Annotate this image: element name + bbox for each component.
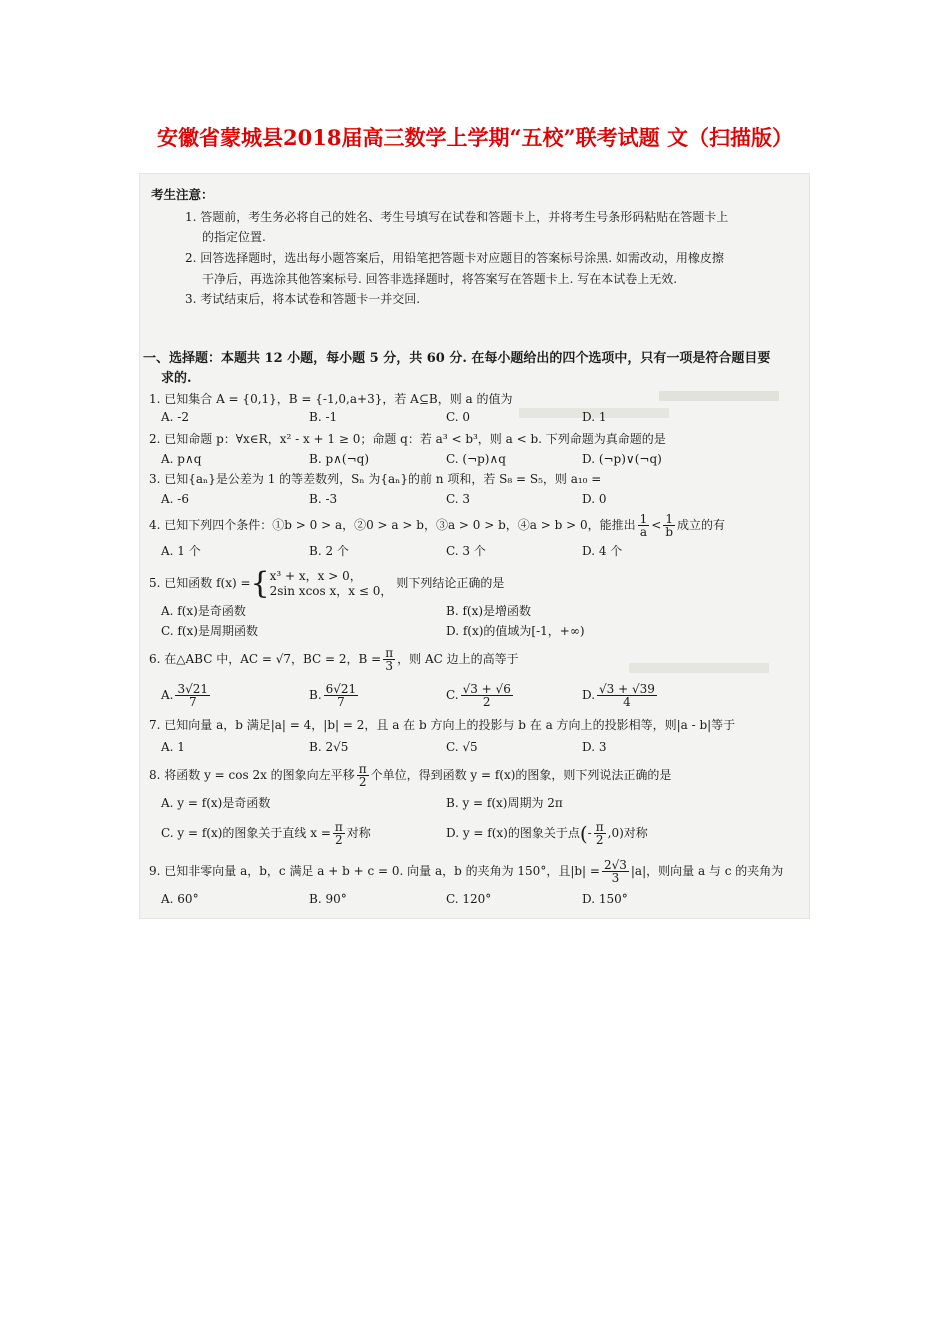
question-9-option-c: C. 120° [446,892,492,906]
question-8-option-b: B. y = f(x)周期为 2π [446,796,563,810]
question-4-option-b: B. 2 个 [309,544,349,558]
fraction-pi-over-3: $\frac{\pi}{3}$ [385,646,394,673]
section-1-heading-line-1: 一、选择题：本题共 12 小题，每小题 5 分，共 60 分. 在每小题给出的四个选项中，只有一项是符合题目要 [143,351,771,366]
question-7-option-a: A. 1 [161,740,185,754]
notice-item-3: 3. 考试结束后，将本试卷和答题卡一并交回. [185,292,421,306]
question-8-stem-end: 个单位，得到函数 y = f(x)的图象，则下列说法正确的是 [370,768,672,782]
scanned-exam-page [139,173,810,919]
question-4-stem [149,511,725,539]
question-6-option-a: A. $\frac{3√21}{7}$ [161,682,209,709]
bleed-through-mark [629,663,769,673]
fraction-1-over-a: $\frac{1}{a}$ [639,512,648,539]
question-7-option-d: D. 3 [582,740,607,754]
fraction-1-over-b: $\frac{1}{b}$ [665,512,674,539]
question-9-stem [149,857,783,885]
question-3-option-b: B. -3 [309,492,338,506]
less-than-sign: < [651,518,662,532]
question-4-stem-text: 4. 已知下列四个条件：①b > 0 > a，②0 > a > b，③a > 0 > b，④a > b > 0，能推出 [149,518,636,532]
question-4-stem-end: 成立的有 [677,518,726,532]
section-1-heading-line-2: 求的. [161,371,192,386]
question-8-option-c: C. y = f(x)的图象关于直线 x = $\frac{\pi}{2}$ 对称 [161,820,371,847]
question-3-option-c: C. 3 [446,492,471,506]
question-2-option-d: D. (¬p)∨(¬q) [582,452,662,466]
question-6-option-d: D. $\frac{√3 + √39}{4}$ [582,682,655,709]
notice-item-1-line-2: 的指定位置. [202,230,266,244]
question-9-stem-text: 9. 已知非零向量 a，b，c 满足 a + b + c = 0. 向量 a，b 的夹角为 150°，且|b| = [149,864,600,878]
bleed-through-mark [659,391,779,401]
question-8-option-d: D. y = f(x)的图象关于点(- $\frac{\pi}{2}$ ,0)对称 [446,820,648,847]
notice-item-2-line-2: 干净后，再选涂其他答案标号. 回答非选择题时，将答案写在答题卡上. 写在本试卷上无效. [202,272,678,286]
question-5-stem-end: 则下列结论正确的是 [396,576,505,590]
question-1-option-c: C. 0 [446,410,471,424]
notice-item-2-line-1: 2. 回答选择题时，选出每小题答案后，用铅笔把答题卡对应题目的答案标号涂黑. 如需改动，用橡皮擦 [185,251,724,265]
question-3-option-d: D. 0 [582,492,607,506]
question-9-stem-end: |a|，则向量 a 与 c 的夹角为 [630,864,784,878]
piecewise-brace: { [250,565,270,601]
question-8-stem [149,761,671,789]
notice-heading: 考生注意： [151,187,214,202]
question-1-stem: 1. 已知集合 A = {0,1}，B = {-1,0,a+3}，若 A⊆B，则 a 的值为 [149,392,513,406]
question-5-stem-text: 5. 已知函数 f(x) = [149,576,251,590]
question-5-option-d: D. f(x)的值域为[-1，+∞) [446,624,585,638]
question-7-option-c: C. √5 [446,740,478,754]
question-2-option-b: B. p∧(¬q) [309,452,370,466]
question-9-option-d: D. 150° [582,892,628,906]
question-4-option-a: A. 1 个 [161,544,201,558]
question-8-option-a: A. y = f(x)是奇函数 [161,796,271,810]
question-2-option-a: A. p∧q [161,452,202,466]
question-6-option-b: B. $\frac{6√21}{7}$ [309,682,357,709]
piecewise-case-1: x³ + x，x > 0， [269,568,362,583]
question-4-option-d: D. 4 个 [582,544,623,558]
question-4-option-c: C. 3 个 [446,544,486,558]
fraction-2sqrt3-over-3: $\frac{2√3}{3}$ [603,858,627,885]
question-8-stem-text: 8. 将函数 y = cos 2x 的图象向左平移 [149,768,355,782]
question-6-option-c: C. $\frac{√3 + √6}{2}$ [446,682,511,709]
question-5-option-a: A. f(x)是奇函数 [161,604,246,618]
question-6-stem-text: 6. 在△ABC 中，AC = √7，BC = 2，B = [149,652,382,666]
document-title: 安徽省蒙城县2018届高三数学上学期“五校”联考试题 文（扫描版） [157,125,793,150]
question-1-option-b: B. -1 [309,410,338,424]
question-5-stem [149,567,504,599]
fraction-pi-over-2: $\frac{\pi}{2}$ [358,762,367,789]
question-5-option-b: B. f(x)是增函数 [446,604,532,618]
notice-item-1-line-1: 1. 答题前，考生务必将自己的姓名、考生号填写在试卷和答题卡上，并将考生号条形码粘贴在答题卡上 [185,210,729,224]
piecewise-cases [270,569,393,599]
question-1-option-a: A. -2 [161,410,189,424]
question-6-stem-end: ，则 AC 边上的高等于 [397,652,519,666]
question-2-stem: 2. 已知命题 p：∀x∈R，x² - x + 1 ≥ 0；命题 q：若 a³ < b³，则 a < b. 下列命题为真命题的是 [149,432,666,446]
question-1-option-d: D. 1 [582,410,607,424]
question-7-stem: 7. 已知向量 a，b 满足|a| = 4，|b| = 2，且 a 在 b 方向上的投影与 b 在 a 方向上的投影相等，则|a - b|等于 [149,718,736,732]
question-7-option-b: B. 2√5 [309,740,349,754]
question-6-stem [149,645,519,673]
question-2-option-c: C. (¬p)∧q [446,452,506,466]
question-9-option-a: A. 60° [161,892,199,906]
question-5-option-c: C. f(x)是周期函数 [161,624,258,638]
question-3-option-a: A. -6 [161,492,189,506]
piecewise-case-2: 2sin xcos x，x ≤ 0， [269,583,393,598]
question-3-stem: 3. 已知{aₙ}是公差为 1 的等差数列，Sₙ 为{aₙ}的前 n 项和，若 S₈ = S₅，则 a₁₀ = [149,472,602,486]
question-9-option-b: B. 90° [309,892,347,906]
